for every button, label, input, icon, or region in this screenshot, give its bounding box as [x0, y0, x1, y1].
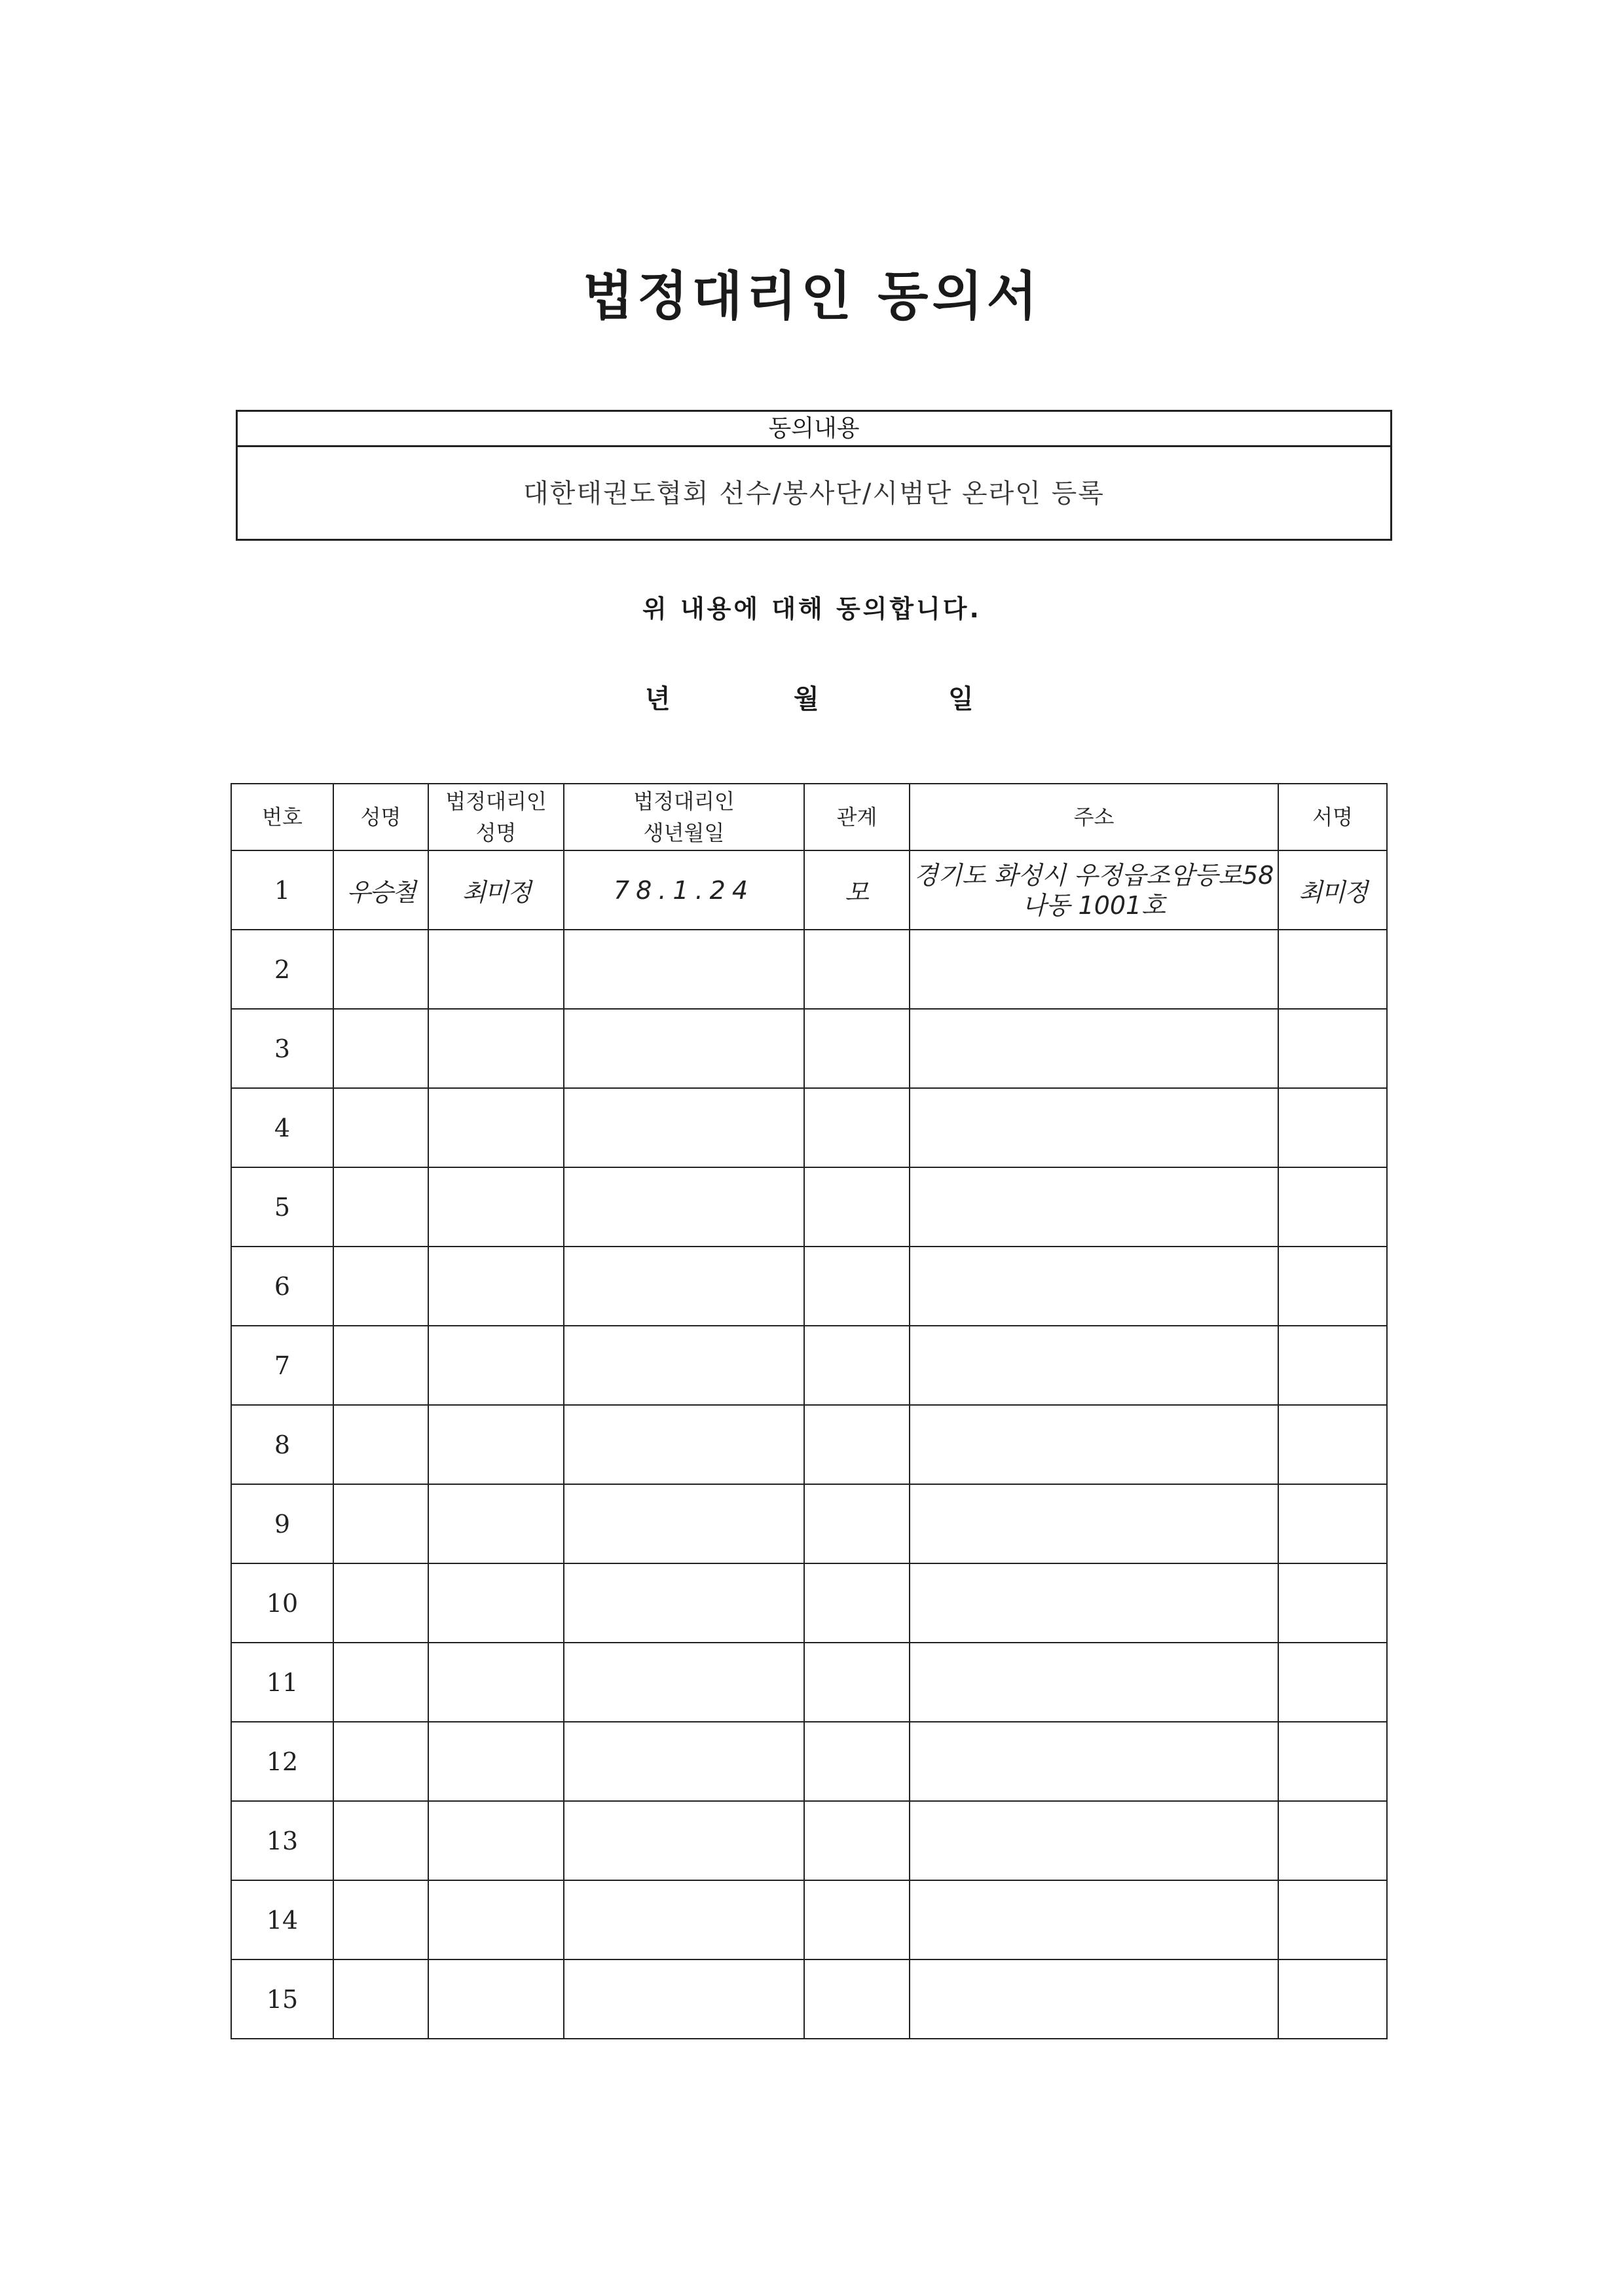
consent-box — [236, 410, 1392, 541]
cell-relation — [804, 1801, 910, 1880]
cell-guardian-name — [428, 1801, 564, 1880]
cell-relation — [804, 930, 910, 1009]
table-row — [231, 1247, 1387, 1326]
table-row — [231, 1643, 1387, 1722]
cell-guardian-dob — [564, 930, 804, 1009]
cell-guardian-dob — [564, 1959, 804, 2039]
cell-signature — [1278, 1880, 1387, 1959]
cell-name: 우승철 — [333, 850, 428, 930]
cell-guardian-dob — [564, 1167, 804, 1247]
header-guardian-name: 법정대리인 성명 — [428, 784, 564, 850]
cell-no: 6 — [231, 1247, 333, 1326]
cell-address — [910, 930, 1278, 1009]
cell-relation — [804, 1247, 910, 1326]
cell-guardian-name — [428, 1247, 564, 1326]
cell-name — [333, 1880, 428, 1959]
cell-guardian-dob: 78.1.24 — [564, 850, 804, 930]
cell-address — [910, 1959, 1278, 2039]
table-row — [231, 1959, 1387, 2039]
cell-relation — [804, 1088, 910, 1167]
cell-guardian-dob — [564, 1088, 804, 1167]
cell-name — [333, 1009, 428, 1088]
cell-guardian-name — [428, 1563, 564, 1643]
cell-no: 13 — [231, 1801, 333, 1880]
cell-no: 11 — [231, 1643, 333, 1722]
cell-guardian-name — [428, 1643, 564, 1722]
table-row — [231, 1880, 1387, 1959]
cell-signature — [1278, 1247, 1387, 1326]
header-relation: 관계 — [804, 784, 910, 850]
date-month-label: 월 — [794, 684, 819, 714]
table-row — [231, 1088, 1387, 1167]
cell-address — [910, 1563, 1278, 1643]
cell-signature — [1278, 1405, 1387, 1484]
cell-address — [910, 1801, 1278, 1880]
table-row — [231, 1722, 1387, 1801]
cell-guardian-dob — [564, 1880, 804, 1959]
cell-signature — [1278, 1722, 1387, 1801]
cell-address — [910, 1247, 1278, 1326]
cell-no: 10 — [231, 1563, 333, 1643]
cell-address — [910, 1643, 1278, 1722]
cell-name — [333, 1722, 428, 1801]
table-row — [231, 1563, 1387, 1643]
cell-guardian-name — [428, 1722, 564, 1801]
cell-address — [910, 1722, 1278, 1801]
consent-body: 대한태권도협회 선수/봉사단/시범단 온라인 등록 — [523, 479, 1105, 509]
cell-guardian-dob — [564, 1247, 804, 1326]
cell-guardian-name — [428, 1326, 564, 1405]
cell-signature — [1278, 1959, 1387, 2039]
cell-address — [910, 1088, 1278, 1167]
header-name: 성명 — [333, 784, 428, 850]
cell-no: 14 — [231, 1880, 333, 1959]
header-no: 번호 — [231, 784, 333, 850]
cell-name — [333, 1563, 428, 1643]
date-day-label: 일 — [948, 684, 974, 714]
cell-name — [333, 1247, 428, 1326]
cell-guardian-name — [428, 1088, 564, 1167]
cell-name — [333, 1959, 428, 2039]
cell-name — [333, 1801, 428, 1880]
cell-guardian-dob — [564, 1643, 804, 1722]
cell-guardian-name — [428, 1009, 564, 1088]
cell-guardian-name — [428, 1484, 564, 1563]
table-row — [231, 1326, 1387, 1405]
guardian-consent-table — [231, 783, 1388, 2039]
cell-address — [910, 1167, 1278, 1247]
cell-address: 경기도 화성시 우정읍조암등로58 나동 1001호 — [910, 850, 1278, 930]
cell-guardian-name: 최미정 — [428, 850, 564, 930]
cell-address — [910, 1009, 1278, 1088]
cell-guardian-dob — [564, 1563, 804, 1643]
cell-guardian-name — [428, 1959, 564, 2039]
cell-signature: 최미정 — [1278, 850, 1387, 930]
cell-no: 15 — [231, 1959, 333, 2039]
table-row — [231, 850, 1387, 930]
table-row — [231, 1801, 1387, 1880]
cell-relation — [804, 1009, 910, 1088]
cell-guardian-name — [428, 930, 564, 1009]
table-row — [231, 1484, 1387, 1563]
cell-relation — [804, 1484, 910, 1563]
cell-signature — [1278, 1167, 1387, 1247]
cell-no: 8 — [231, 1405, 333, 1484]
cell-no: 3 — [231, 1009, 333, 1088]
cell-name — [333, 930, 428, 1009]
cell-relation — [804, 1167, 910, 1247]
cell-signature — [1278, 1484, 1387, 1563]
cell-signature — [1278, 1801, 1387, 1880]
cell-address — [910, 1880, 1278, 1959]
cell-no: 9 — [231, 1484, 333, 1563]
table-row — [231, 1009, 1387, 1088]
agreement-statement: 위 내용에 대해 동의합니다. — [642, 594, 982, 623]
cell-name — [333, 1405, 428, 1484]
cell-no: 7 — [231, 1326, 333, 1405]
cell-signature — [1278, 1009, 1387, 1088]
cell-address — [910, 1326, 1278, 1405]
cell-name — [333, 1484, 428, 1563]
consent-header: 동의내용 — [238, 412, 1390, 447]
cell-guardian-dob — [564, 1009, 804, 1088]
cell-guardian-name — [428, 1167, 564, 1247]
cell-guardian-name — [428, 1405, 564, 1484]
cell-guardian-dob — [564, 1326, 804, 1405]
date-year-label: 년 — [645, 684, 671, 714]
header-guardian-dob: 법정대리인 생년월일 — [564, 784, 804, 850]
cell-name — [333, 1643, 428, 1722]
cell-guardian-dob — [564, 1405, 804, 1484]
cell-guardian-name — [428, 1880, 564, 1959]
cell-no: 1 — [231, 850, 333, 930]
cell-relation — [804, 1722, 910, 1801]
cell-relation: 모 — [804, 850, 910, 930]
cell-relation — [804, 1643, 910, 1722]
cell-no: 4 — [231, 1088, 333, 1167]
cell-signature — [1278, 1088, 1387, 1167]
header-signature: 서명 — [1278, 784, 1387, 850]
cell-no: 5 — [231, 1167, 333, 1247]
header-address: 주소 — [910, 784, 1278, 850]
cell-no: 12 — [231, 1722, 333, 1801]
page-title: 법정대리인 동의서 — [582, 266, 1042, 327]
cell-relation — [804, 1563, 910, 1643]
cell-relation — [804, 1405, 910, 1484]
cell-name — [333, 1326, 428, 1405]
cell-name — [333, 1088, 428, 1167]
table-header-row — [231, 784, 1387, 850]
cell-relation — [804, 1959, 910, 2039]
cell-address — [910, 1484, 1278, 1563]
table-row — [231, 930, 1387, 1009]
cell-signature — [1278, 1643, 1387, 1722]
cell-signature — [1278, 1326, 1387, 1405]
table-row — [231, 1167, 1387, 1247]
table-body — [231, 850, 1387, 2039]
cell-signature — [1278, 930, 1387, 1009]
cell-address — [910, 1405, 1278, 1484]
cell-guardian-dob — [564, 1722, 804, 1801]
cell-guardian-dob — [564, 1484, 804, 1563]
cell-signature — [1278, 1563, 1387, 1643]
cell-no: 2 — [231, 930, 333, 1009]
cell-guardian-dob — [564, 1801, 804, 1880]
table-row — [231, 1405, 1387, 1484]
cell-relation — [804, 1880, 910, 1959]
cell-relation — [804, 1326, 910, 1405]
cell-name — [333, 1167, 428, 1247]
